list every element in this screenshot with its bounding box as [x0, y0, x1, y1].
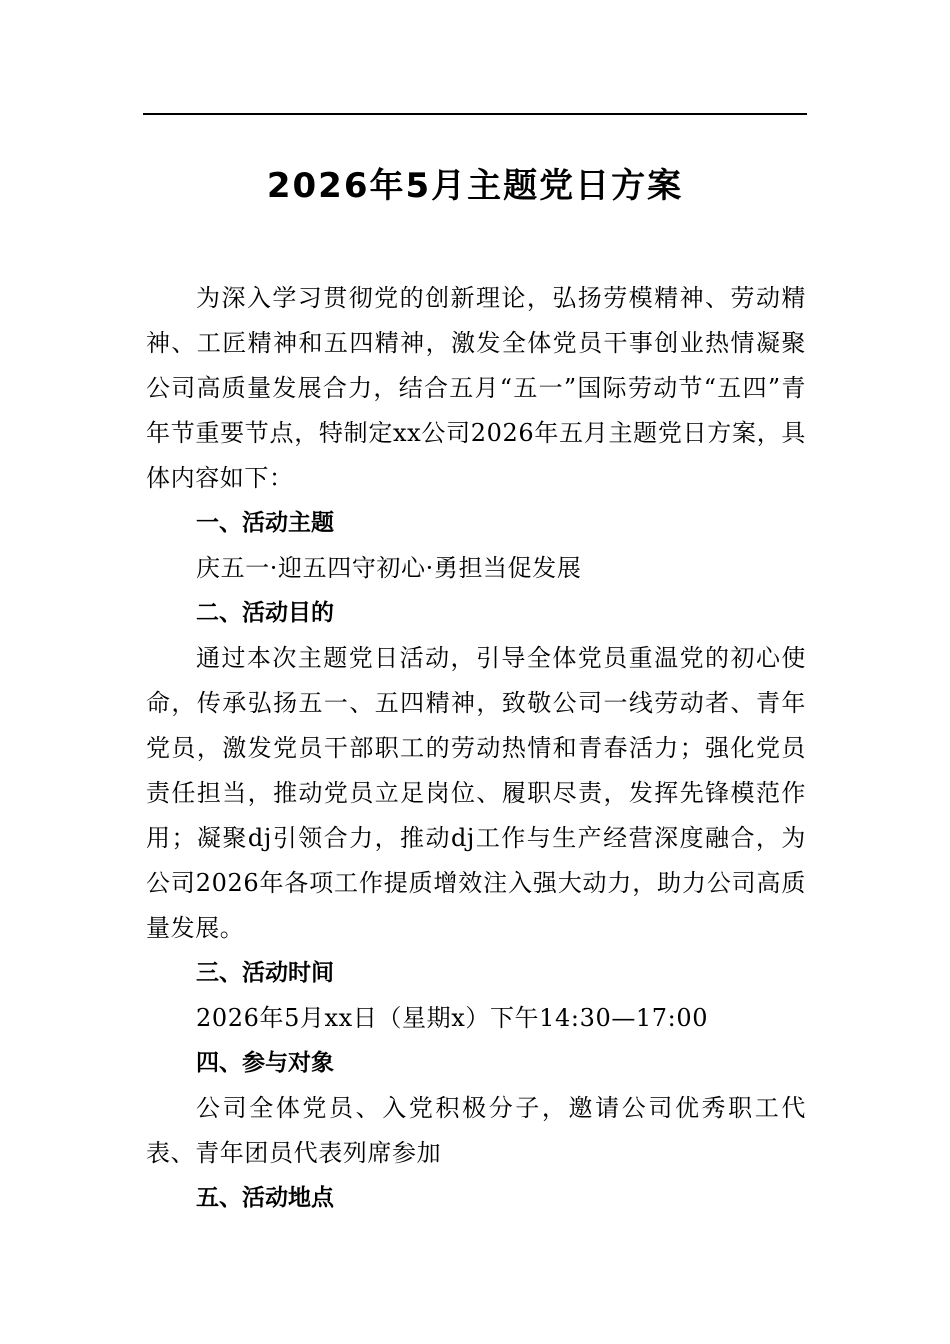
- document-title: 2026年5月主题党日方案: [266, 166, 684, 206]
- document-body: [146, 276, 806, 1221]
- intro-paragraph: 为深入学习贯彻党的创新理论，弘扬劳模精神、劳动精神、工匠精神和五四精神，激发全体党员干事创业热情凝聚公司高质量发展合力，结合五月“五一”国际劳动节“五四”青年节重要节点，特制定xx公司2026年五月主题党日方案，具体内容如下：: [146, 284, 806, 492]
- section-body-time: 2026年5月xx日（星期x）下午14:30—17:00: [196, 1004, 709, 1032]
- section-body-theme: 庆五一·迎五四守初心·勇担当促发展: [196, 554, 582, 582]
- section-heading-time: 三、活动时间: [196, 960, 334, 986]
- section-heading-theme: 一、活动主题: [196, 510, 334, 536]
- header-rule: [143, 113, 807, 115]
- section-body-purpose: 通过本次主题党日活动，引导全体党员重温党的初心使命，传承弘扬五一、五四精神，致敬公司一线劳动者、青年党员，激发党员干部职工的劳动热情和青春活力；强化党员责任担当，推动党员立足岗位、履职尽责，发挥先锋模范作用；凝聚dj引领合力，推动dj工作与生产经营深度融合，为公司2026年各项工作提质增效注入强大动力，助力公司高质量发展。: [146, 644, 806, 942]
- section-body-participants: 公司全体党员、入党积极分子，邀请公司优秀职工代表、青年团员代表列席参加: [146, 1094, 806, 1167]
- section-heading-location: 五、活动地点: [196, 1185, 334, 1211]
- section-heading-purpose: 二、活动目的: [196, 600, 334, 626]
- section-heading-participants: 四、参与对象: [196, 1050, 334, 1076]
